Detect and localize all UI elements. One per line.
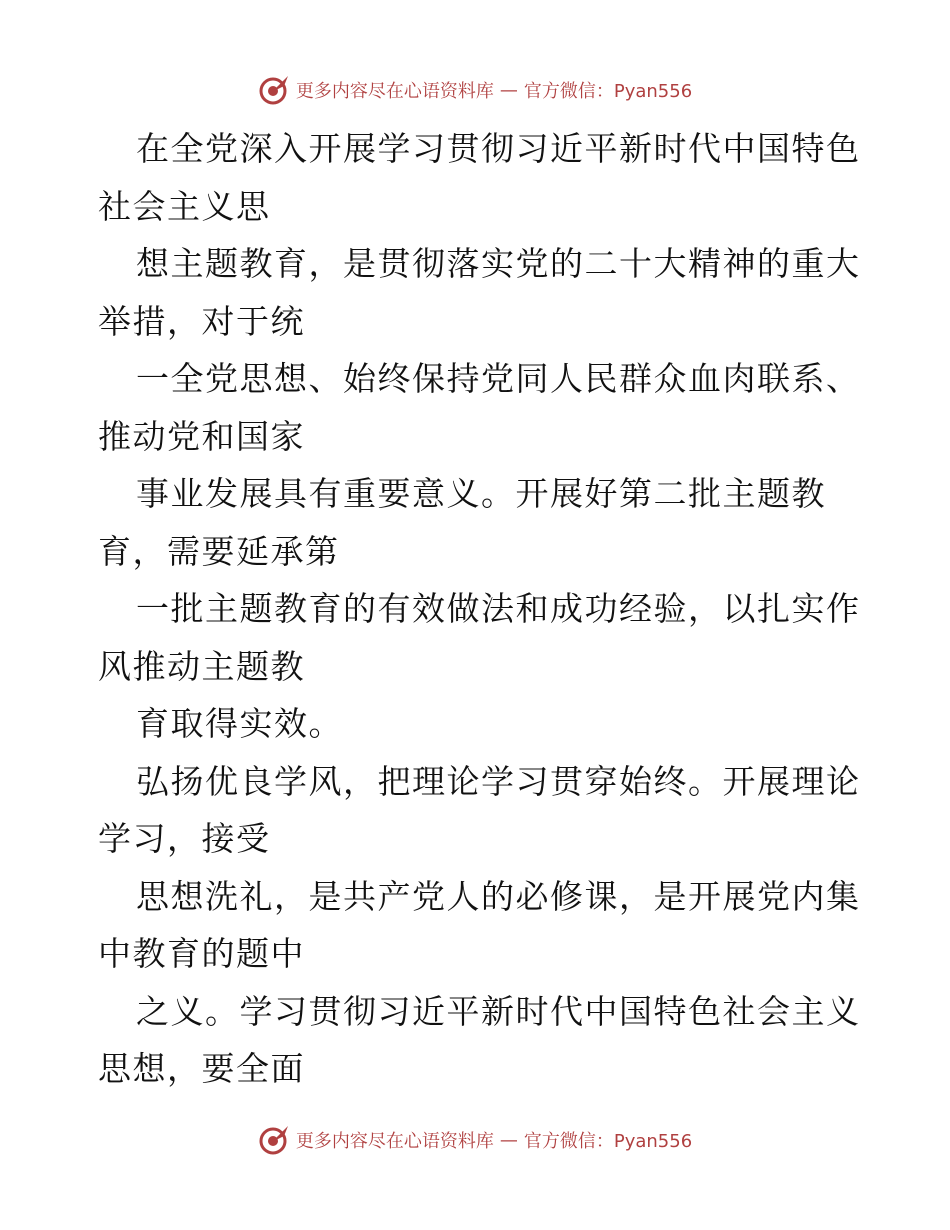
- text-line: 中教育的题中: [98, 934, 305, 973]
- text-line: 思想洗礼，是共产党人的必修课，是开展党内集: [136, 876, 861, 916]
- text-line: 育取得实效。: [136, 704, 343, 743]
- banner-sub-text: 官方微信：Pyan556: [523, 1131, 693, 1152]
- banner-dash: —: [499, 79, 518, 101]
- text-line: 事业发展具有重要意义。开展好第二批主题教: [136, 474, 826, 513]
- text-line: 推动党和国家: [98, 416, 305, 456]
- banner-main-text: 更多内容尽在心语资料库: [295, 81, 494, 102]
- text-line: 学习，接受: [98, 819, 271, 858]
- document-body: [98, 120, 861, 1098]
- banner-main-text: 更多内容尽在心语资料库: [295, 1131, 494, 1152]
- header-banner: [0, 70, 950, 110]
- text-line: 风推动主题教: [98, 646, 305, 686]
- text-line: 社会主义思: [98, 186, 271, 226]
- text-line: 育，需要延承第: [98, 531, 340, 571]
- text-line: 想主题教育，是贯彻落实党的二十大精神的重大: [136, 244, 861, 283]
- banner-dash: —: [499, 1129, 518, 1151]
- text-line: 弘扬优良学风，把理论学习贯穿始终。开展理论: [136, 761, 861, 801]
- text-line: 在全党深入开展学习贯彻习近平新时代中国特色: [136, 129, 861, 168]
- banner-sub-text: 官方微信：Pyan556: [523, 81, 693, 102]
- footer-banner: [0, 1120, 950, 1160]
- quill-pen-logo-icon: [258, 74, 290, 106]
- text-line: 一全党思想、始终保持党同人民群众血肉联系、: [136, 359, 861, 398]
- text-line: 一批主题教育的有效做法和成功经验，以扎实作: [136, 589, 861, 628]
- text-line: 之义。学习贯彻习近平新时代中国特色社会主义: [136, 991, 861, 1031]
- text-line: 举措，对于统: [98, 301, 305, 341]
- quill-pen-logo-icon: [258, 1124, 290, 1156]
- text-line: 思想，要全面: [98, 1049, 305, 1088]
